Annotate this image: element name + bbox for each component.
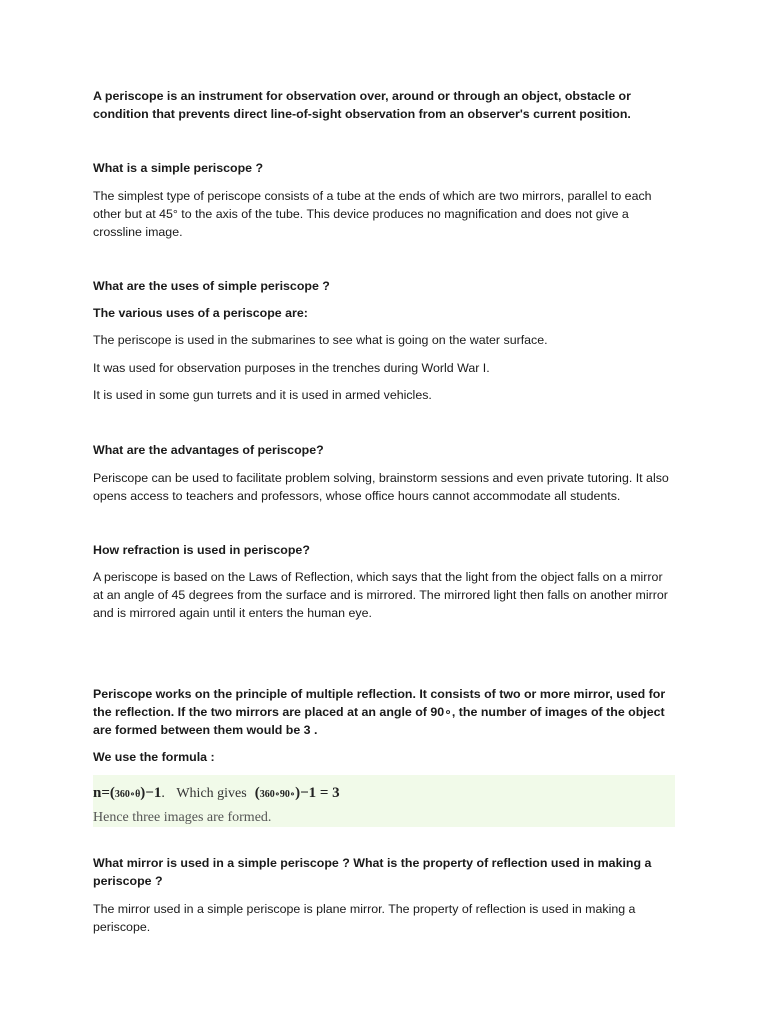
formula-n-frac: 360∘θ <box>114 789 141 800</box>
question-refraction: How refraction is used in periscope? <box>93 543 310 557</box>
uses-lead: The various uses of a periscope are: <box>93 306 308 320</box>
question-uses: What are the uses of simple periscope ? <box>93 279 330 293</box>
use-item: It is used in some gun turrets and it is used in armed vehicles. <box>93 388 432 402</box>
use-item: The periscope is used in the submarines to see what is going on the water surface. <box>93 333 548 347</box>
formula-which-gives: Which gives <box>176 786 247 801</box>
answer-mirror: The mirror used in a simple periscope is plane mirror. The property of reflection is used in making a periscope. <box>93 902 636 934</box>
formula-dot: . <box>161 786 165 801</box>
use-item: It was used for observation purposes in the trenches during World War I. <box>93 361 490 375</box>
formula-lead: We use the formula : <box>93 750 215 764</box>
intro-paragraph: A periscope is an instrument for observation over, around or through an object, obstacle or condition that prevents direct line-of-sight observation from an observer's current position. <box>93 89 631 121</box>
answer-simple-periscope: The simplest type of periscope consists of a tube at the ends of which are two mirrors, parallel to each other but at 45° to the axis of the tube. This device produces no magnification and does not give a crossline image. <box>93 189 652 239</box>
formula-box <box>93 775 675 827</box>
question-advantages: What are the advantages of periscope? <box>93 443 324 457</box>
formula-result-tail: )−1 = 3 <box>295 785 340 801</box>
formula-open: ( <box>254 785 260 801</box>
formula-note: Hence three images are formed. <box>93 810 272 825</box>
question-mirror: What mirror is used in a simple periscope ? What is the property of reflection used in making a periscope ? <box>93 856 652 888</box>
formula-n-eq: n=( <box>93 785 115 801</box>
question-simple-periscope: What is a simple periscope ? <box>93 161 264 175</box>
formula-equation <box>93 785 340 802</box>
formula-result-frac: 360∘90∘ <box>259 789 296 800</box>
answer-refraction: A periscope is based on the Laws of Reflection, which says that the light from the object falls on a mirror at an angle of 45 degrees from the surface and is mirrored. The mirrored light then falls on another mirror and is mirrored again until it enters the human eye. <box>93 570 668 620</box>
principle-paragraph: Periscope works on the principle of multiple reflection. It consists of two or more mirror, used for the reflection. If the two mirrors are placed at an angle of 90∘, the number of images of the object are formed between them would be 3 . <box>93 687 666 737</box>
answer-advantages: Periscope can be used to facilitate problem solving, brainstorm sessions and even private tutoring. It also opens access to teachers and professors, whose office hours cannot accommodate all students. <box>93 471 669 503</box>
formula-n-tail: )−1 <box>140 785 162 801</box>
